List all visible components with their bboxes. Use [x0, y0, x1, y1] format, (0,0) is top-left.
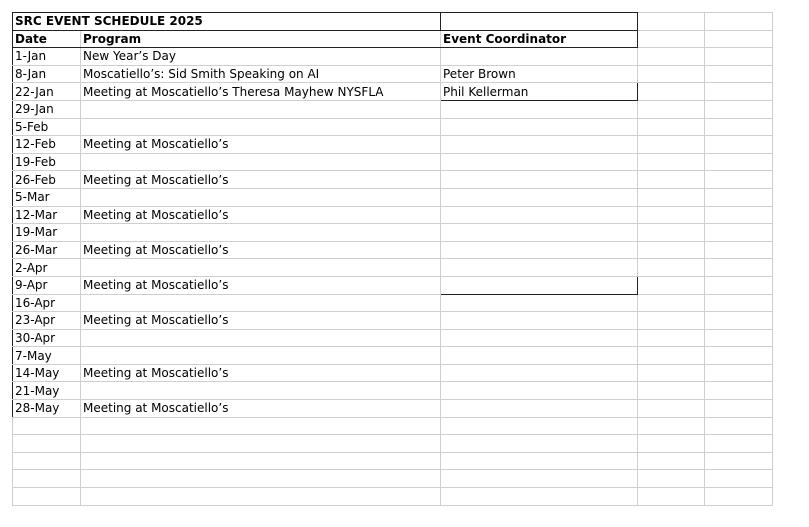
table-row [13, 224, 773, 242]
coordinator-cell[interactable] [441, 224, 638, 242]
table-row [13, 136, 773, 154]
cell[interactable] [638, 153, 705, 171]
cell[interactable] [638, 347, 705, 365]
program-cell[interactable]: Moscatiello’s: Sid Smith Speaking on AI [81, 65, 441, 83]
date-cell[interactable]: 19-Feb [13, 153, 81, 171]
coordinator-cell[interactable] [441, 364, 638, 382]
cell[interactable] [705, 312, 773, 330]
date-cell[interactable]: 30-Apr [13, 329, 81, 347]
cell[interactable] [705, 294, 773, 312]
date-cell[interactable]: 26-Feb [13, 171, 81, 189]
cell[interactable] [81, 470, 441, 488]
cell[interactable] [705, 382, 773, 400]
cell[interactable] [705, 470, 773, 488]
header-date[interactable]: Date [13, 30, 81, 48]
cell[interactable] [705, 224, 773, 242]
cell[interactable] [638, 13, 705, 31]
cell[interactable] [705, 400, 773, 418]
cell[interactable] [13, 470, 81, 488]
program-cell[interactable] [81, 100, 441, 118]
cell[interactable] [441, 435, 638, 453]
cell[interactable] [441, 488, 638, 506]
cell[interactable] [705, 188, 773, 206]
date-cell[interactable]: 19-Mar [13, 224, 81, 242]
program-cell[interactable] [81, 329, 441, 347]
table-row [13, 435, 773, 453]
table-row [13, 83, 773, 101]
cell[interactable] [638, 241, 705, 259]
table-row [13, 347, 773, 365]
program-cell[interactable] [81, 153, 441, 171]
cell[interactable] [705, 100, 773, 118]
coordinator-cell[interactable] [441, 400, 638, 418]
table-row [13, 48, 773, 66]
cell[interactable] [638, 470, 705, 488]
program-cell[interactable] [81, 347, 441, 365]
cell[interactable] [441, 417, 638, 435]
cell[interactable] [638, 224, 705, 242]
table-row [13, 364, 773, 382]
header-coordinator[interactable]: Event Coordinator [441, 30, 638, 48]
table-row [13, 400, 773, 418]
cell[interactable] [638, 206, 705, 224]
program-cell[interactable]: Meeting at Moscatiello’s [81, 206, 441, 224]
cell[interactable] [705, 171, 773, 189]
cell[interactable] [638, 65, 705, 83]
table-row [13, 171, 773, 189]
cell[interactable] [13, 417, 81, 435]
cell[interactable] [81, 488, 441, 506]
header-row [13, 30, 773, 48]
coordinator-cell[interactable] [441, 206, 638, 224]
program-cell[interactable]: New Year’s Day [81, 48, 441, 66]
table-row [13, 188, 773, 206]
cell[interactable] [638, 48, 705, 66]
coordinator-cell[interactable] [441, 136, 638, 154]
cell[interactable] [705, 417, 773, 435]
date-cell[interactable]: 5-Feb [13, 118, 81, 136]
program-cell[interactable]: Meeting at Moscatiello’s [81, 312, 441, 330]
date-cell[interactable]: 22-Jan [13, 83, 81, 101]
date-cell[interactable]: 28-May [13, 400, 81, 418]
coordinator-cell[interactable] [441, 382, 638, 400]
cell[interactable] [441, 452, 638, 470]
coordinator-cell[interactable] [441, 312, 638, 330]
title-row [13, 13, 773, 31]
coordinator-cell[interactable] [441, 171, 638, 189]
coordinator-cell[interactable] [441, 347, 638, 365]
cell[interactable] [638, 364, 705, 382]
cell[interactable] [13, 488, 81, 506]
cell[interactable] [638, 400, 705, 418]
cell[interactable] [705, 30, 773, 48]
program-cell[interactable]: Meeting at Moscatiello’s [81, 136, 441, 154]
cell[interactable] [705, 276, 773, 294]
cell[interactable] [638, 276, 705, 294]
program-cell[interactable] [81, 382, 441, 400]
program-cell[interactable] [81, 259, 441, 277]
cell[interactable] [705, 65, 773, 83]
coordinator-cell[interactable]: Phil Kellerman [441, 83, 638, 101]
cell[interactable] [638, 136, 705, 154]
table-row [13, 470, 773, 488]
coordinator-cell[interactable] [441, 118, 638, 136]
table-row [13, 259, 773, 277]
cell[interactable] [638, 382, 705, 400]
program-cell[interactable]: Meeting at Moscatiello’s [81, 241, 441, 259]
table-row [13, 100, 773, 118]
table-row [13, 312, 773, 330]
cell[interactable] [705, 329, 773, 347]
date-cell[interactable]: 16-Apr [13, 294, 81, 312]
date-cell[interactable]: 29-Jan [13, 100, 81, 118]
cell[interactable] [638, 417, 705, 435]
cell[interactable] [81, 417, 441, 435]
cell[interactable] [638, 171, 705, 189]
cell[interactable] [705, 488, 773, 506]
cell[interactable] [705, 83, 773, 101]
date-cell[interactable]: 9-Apr [13, 276, 81, 294]
cell[interactable] [705, 48, 773, 66]
program-cell[interactable] [81, 224, 441, 242]
cell[interactable] [441, 470, 638, 488]
table-row [13, 65, 773, 83]
cell[interactable] [638, 188, 705, 206]
cell[interactable] [705, 259, 773, 277]
program-cell[interactable] [81, 188, 441, 206]
cell[interactable] [638, 83, 705, 101]
cell[interactable] [638, 312, 705, 330]
date-cell[interactable]: 5-Mar [13, 188, 81, 206]
date-cell[interactable]: 23-Apr [13, 312, 81, 330]
header-program[interactable]: Program [81, 30, 441, 48]
coordinator-cell[interactable] [441, 241, 638, 259]
date-cell[interactable]: 8-Jan [13, 65, 81, 83]
table-row [13, 452, 773, 470]
cell[interactable] [705, 118, 773, 136]
cell[interactable] [705, 136, 773, 154]
cell[interactable] [705, 347, 773, 365]
cell[interactable] [705, 435, 773, 453]
date-cell[interactable]: 1-Jan [13, 48, 81, 66]
date-cell[interactable]: 7-May [13, 347, 81, 365]
program-cell[interactable]: Meeting at Moscatiello’s [81, 171, 441, 189]
cell[interactable] [705, 452, 773, 470]
cell[interactable] [705, 364, 773, 382]
table-row [13, 118, 773, 136]
cell[interactable] [638, 329, 705, 347]
date-cell[interactable]: 2-Apr [13, 259, 81, 277]
cell[interactable] [638, 118, 705, 136]
coordinator-cell[interactable] [441, 259, 638, 277]
program-cell[interactable]: Meeting at Moscatiello’s [81, 276, 441, 294]
coordinator-cell[interactable] [441, 188, 638, 206]
coordinator-cell[interactable] [441, 294, 638, 312]
cell[interactable] [638, 435, 705, 453]
sheet-title[interactable]: SRC EVENT SCHEDULE 2025 [13, 13, 441, 31]
date-cell[interactable]: 14-May [13, 364, 81, 382]
date-cell[interactable]: 12-Mar [13, 206, 81, 224]
cell[interactable] [13, 452, 81, 470]
table-row [13, 329, 773, 347]
cell[interactable] [81, 435, 441, 453]
cell[interactable] [638, 30, 705, 48]
table-row [13, 382, 773, 400]
program-cell[interactable]: Meeting at Moscatiello’s [81, 364, 441, 382]
date-cell[interactable]: 26-Mar [13, 241, 81, 259]
table-row [13, 241, 773, 259]
cell[interactable] [638, 452, 705, 470]
table-row [13, 276, 773, 294]
cell[interactable] [638, 294, 705, 312]
cell[interactable] [638, 488, 705, 506]
cell[interactable] [638, 100, 705, 118]
program-cell[interactable] [81, 294, 441, 312]
table-row [13, 153, 773, 171]
cell[interactable] [705, 241, 773, 259]
program-cell[interactable]: Meeting at Moscatiello’s [81, 400, 441, 418]
cell[interactable] [81, 452, 441, 470]
table-row [13, 488, 773, 506]
coordinator-cell[interactable]: Peter Brown [441, 65, 638, 83]
table-row [13, 206, 773, 224]
coordinator-cell[interactable] [441, 276, 638, 294]
date-cell[interactable]: 21-May [13, 382, 81, 400]
program-cell[interactable] [81, 118, 441, 136]
cell[interactable] [638, 259, 705, 277]
title-coordinator-cell[interactable] [441, 13, 638, 31]
coordinator-cell[interactable] [441, 153, 638, 171]
coordinator-cell[interactable] [441, 329, 638, 347]
cell[interactable] [705, 153, 773, 171]
schedule-sheet [12, 12, 773, 506]
cell[interactable] [13, 435, 81, 453]
table-row [13, 417, 773, 435]
cell[interactable] [705, 13, 773, 31]
coordinator-cell[interactable] [441, 48, 638, 66]
cell[interactable] [705, 206, 773, 224]
program-cell[interactable]: Meeting at Moscatiello’s Theresa Mayhew NYSFLA [81, 83, 441, 101]
coordinator-cell[interactable] [441, 100, 638, 118]
date-cell[interactable]: 12-Feb [13, 136, 81, 154]
table-row [13, 294, 773, 312]
